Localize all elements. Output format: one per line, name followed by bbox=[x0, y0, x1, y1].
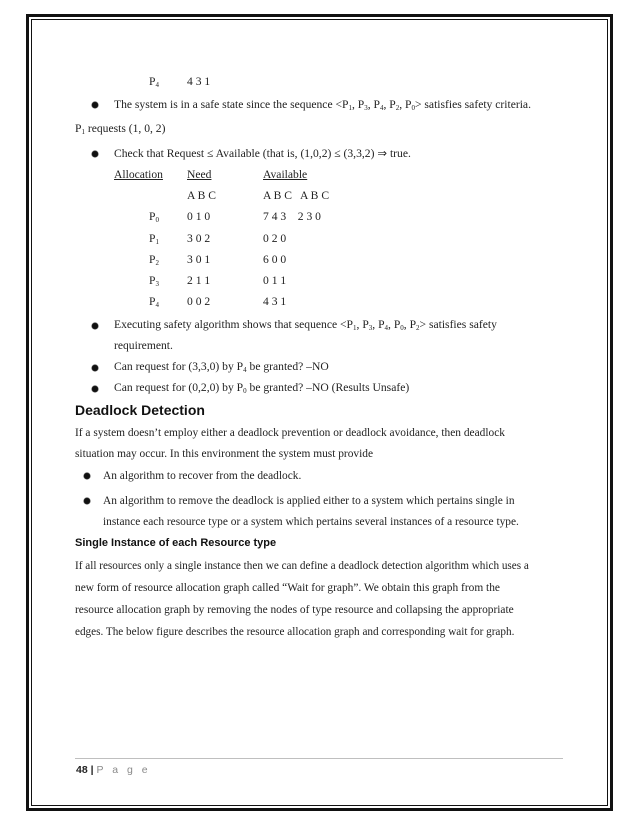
bullet-executing-cont: requirement. bbox=[114, 339, 173, 352]
table-header-allocation: Allocation bbox=[114, 168, 163, 181]
table-row-process: $P_2$ bbox=[149, 253, 159, 267]
table-row-process: $P_1$ bbox=[149, 232, 159, 246]
bullet-safe-state: The system is in a safe state since the sequence $<P_1$, $P_3$, $P_4$, $P_2$, $P_0>$ satisfies safety criteria. bbox=[114, 98, 531, 112]
table-row-need: 0 1 0 bbox=[187, 210, 211, 223]
table-header-available: Available bbox=[263, 168, 308, 181]
bullet-icon bbox=[84, 498, 90, 504]
paragraph-line: resource allocation graph by removing the nodes of type resource and collapsing the appropriate bbox=[75, 604, 514, 616]
bullet-recover: An algorithm to recover from the deadlock. bbox=[103, 470, 302, 482]
table-row-available: 6 0 0 bbox=[263, 253, 287, 266]
paragraph-line: situation may occur. In this environment the system must provide bbox=[75, 448, 374, 460]
page-label: P a g e bbox=[96, 764, 151, 776]
top-process-label: $P_4$ bbox=[149, 75, 159, 89]
table-row-available: 7 4 3 2 3 0 bbox=[263, 210, 321, 223]
bullet-icon bbox=[92, 102, 98, 108]
table-subheader-need: A B C bbox=[187, 189, 216, 202]
table-row-available: 0 2 0 bbox=[263, 232, 287, 245]
paragraph-line: If all resources only a single instance then we can define a deadlock detection algorithm which uses a bbox=[75, 560, 529, 572]
top-process-values: 4 3 1 bbox=[187, 75, 211, 88]
bullet-icon bbox=[92, 365, 98, 371]
table-header-need: Need bbox=[187, 168, 212, 181]
bullet-icon bbox=[92, 323, 98, 329]
footer-separator: | bbox=[90, 764, 94, 776]
table-row-process: $P_0$ bbox=[149, 210, 159, 224]
p1-requests-line: $P_1$ requests (1, 0, 2) bbox=[75, 122, 166, 136]
section-heading: Deadlock Detection bbox=[75, 402, 205, 418]
bullet-request-p0: Can request for (0,2,0) by $P_0$ be granted? –NO (Results Unsafe) bbox=[114, 381, 410, 395]
table-row-process: $P_4$ bbox=[149, 295, 159, 309]
bullet-request-p4: Can request for (3,3,0) by $P_4$ be granted? –NO bbox=[114, 360, 329, 374]
table-row-available: 4 3 1 bbox=[263, 295, 287, 308]
table-row-need: 2 1 1 bbox=[187, 274, 211, 287]
bullet-icon bbox=[92, 151, 98, 157]
table-row-process: $P_3$ bbox=[149, 274, 159, 288]
table-row-need: 3 0 1 bbox=[187, 253, 211, 266]
page-number: 48 bbox=[76, 764, 88, 776]
footer bbox=[76, 764, 151, 776]
table-row-need: 0 0 2 bbox=[187, 295, 211, 308]
table-subheader-available: A B C A B C bbox=[263, 189, 330, 202]
bullet-remove-line1: An algorithm to remove the deadlock is applied either to a system which pertains single in bbox=[103, 495, 515, 507]
bullet-check: Check that Request ≤ Available (that is, (1,0,2) ≤ (3,3,2) ⇒ true. bbox=[114, 147, 411, 160]
paragraph-line: If a system doesn’t employ either a deadlock prevention or deadlock avoidance, then deadlock bbox=[75, 427, 505, 439]
table-row-need: 3 0 2 bbox=[187, 232, 211, 245]
paragraph-line: new form of resource allocation graph called “Wait for graph”. We obtain this graph from the bbox=[75, 582, 500, 594]
bullet-icon bbox=[92, 386, 98, 392]
table-row-available: 0 1 1 bbox=[263, 274, 287, 287]
subsection-heading: Single Instance of each Resource type bbox=[75, 537, 277, 549]
footer-divider bbox=[75, 758, 563, 759]
paragraph-line: edges. The below figure describes the resource allocation graph and corresponding wait for graph. bbox=[75, 626, 515, 638]
bullet-remove-line2: instance each resource type or a system which pertains several instances of a resource type. bbox=[103, 516, 519, 528]
bullet-icon bbox=[84, 473, 90, 479]
bullet-executing: Executing safety algorithm shows that sequence $<P_1$, $P_3$, $P_4$, $P_0$, $P_2>$ satisfies safety bbox=[114, 318, 497, 332]
